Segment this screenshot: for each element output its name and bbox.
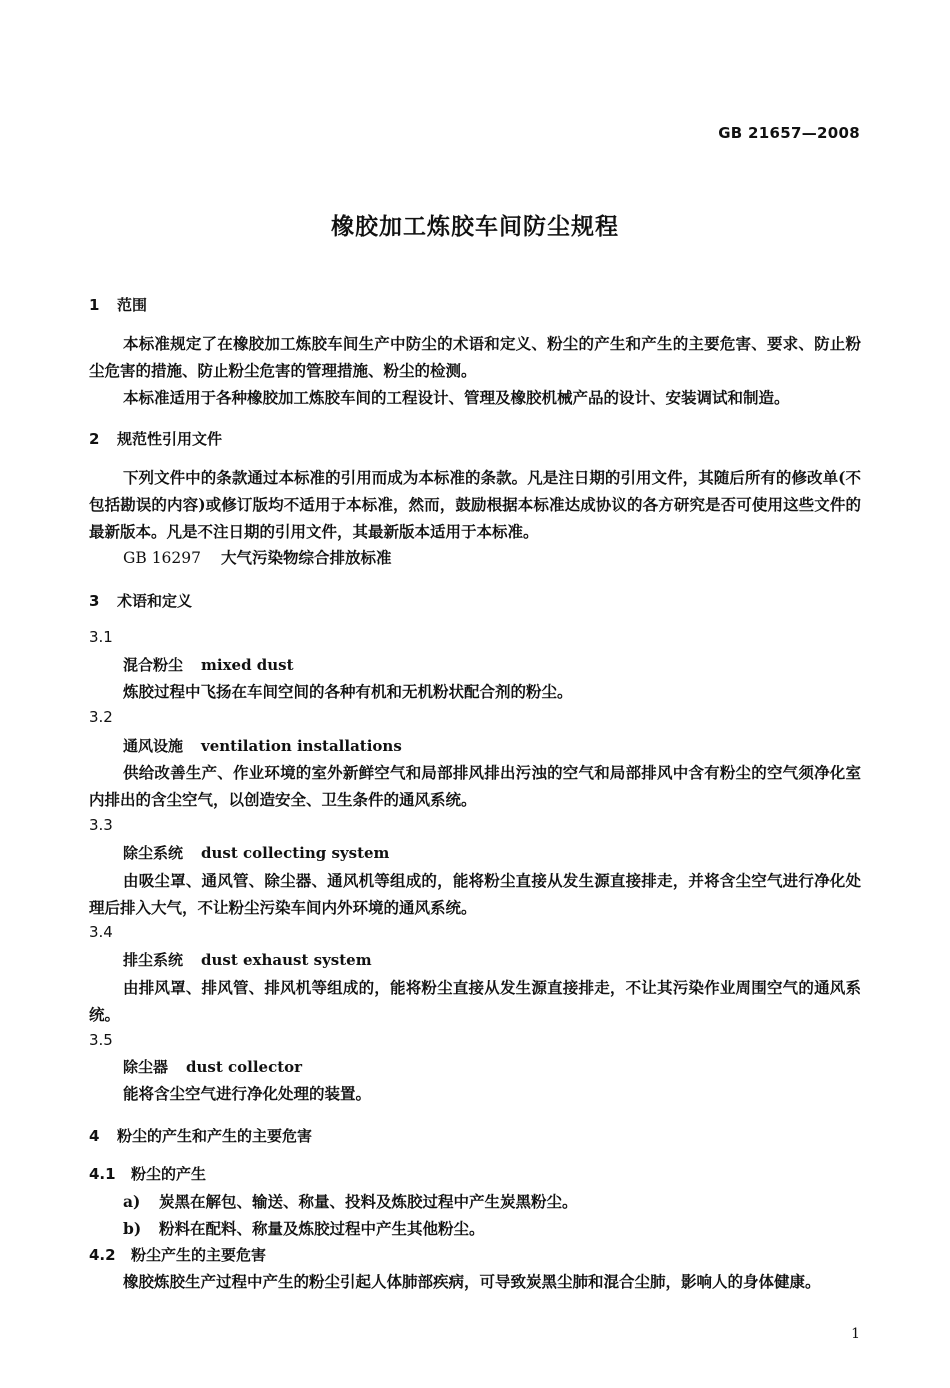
section-number: 4	[89, 1127, 100, 1145]
term-chinese: 通风设施	[123, 737, 184, 755]
term-chinese: 混合粉尘	[123, 656, 184, 674]
term-number: 3.4	[89, 923, 113, 941]
reference-code: GB 16297	[123, 549, 202, 567]
list-item	[123, 1190, 578, 1212]
list-marker: b)	[123, 1219, 142, 1238]
section-title: 规范性引用文件	[117, 430, 223, 448]
section-title: 粉尘的产生和产生的主要危害	[117, 1127, 313, 1145]
term-chinese: 排尘系统	[123, 951, 184, 969]
term-number: 3.5	[89, 1031, 113, 1049]
section-2-heading	[89, 428, 222, 449]
term-entry	[123, 949, 372, 970]
term-entry	[123, 1056, 302, 1077]
term-english: dust collecting system	[201, 844, 390, 862]
subsection-title: 粉尘的产生	[131, 1165, 207, 1183]
term-definition: 由吸尘罩、通风管、除尘器、通风机等组成的，能将粉尘直接从发生源直接排走，并将含尘空气进行净化处理后排入大气，不让粉尘污染车间内外环境的通风系统。	[89, 871, 861, 917]
term-chinese: 除尘系统	[123, 844, 184, 862]
term-english: mixed dust	[201, 656, 294, 674]
subsection-number: 4.1	[89, 1165, 116, 1183]
term-english: dust collector	[186, 1058, 303, 1076]
term-definition: 供给改善生产、作业环境的室外新鲜空气和局部排风排出污浊的空气和局部排风中含有粉尘的空气须净化室内排出的含尘空气，以创造安全、卫生条件的通风系统。	[89, 763, 861, 809]
subsection-4-2-paragraph: 橡胶炼胶生产过程中产生的粉尘引起人体肺部疾病，可导致炭黑尘肺和混合尘肺，影响人的身体健康。	[123, 1272, 821, 1291]
term-definition: 由排风罩、排风管、排风机等组成的，能将粉尘直接从发生源直接排走，不让其污染作业周围空气的通风系统。	[89, 978, 861, 1024]
term-definition: 炼胶过程中飞扬在车间空间的各种有机和无机粉状配合剂的粉尘。	[123, 682, 573, 701]
section-title: 术语和定义	[117, 592, 193, 610]
term-english: ventilation installations	[201, 737, 402, 755]
section-number: 3	[89, 592, 100, 610]
section-number: 1	[89, 296, 100, 314]
document-title: 橡胶加工炼胶车间防尘规程	[331, 214, 619, 240]
list-text: 炭黑在解包、输送、称量、投料及炼胶过程中产生炭黑粉尘。	[159, 1192, 578, 1211]
page-number: 1	[851, 1326, 860, 1342]
list-item	[123, 1217, 485, 1239]
term-english: dust exhaust system	[201, 951, 372, 969]
term-chinese: 除尘器	[123, 1058, 169, 1076]
list-marker: a)	[123, 1192, 141, 1211]
section-1-heading	[89, 294, 147, 315]
list-text: 粉料在配料、称量及炼胶过程中产生其他粉尘。	[159, 1219, 485, 1238]
term-entry	[123, 735, 402, 756]
section-1-paragraph-2: 本标准适用于各种橡胶加工炼胶车间的工程设计、管理及橡胶机械产品的设计、安装调试和制造。	[123, 388, 790, 407]
reference-title: 大气污染物综合排放标准	[221, 548, 392, 567]
section-2-paragraph-1: 下列文件中的条款通过本标准的引用而成为本标准的条款。凡是注日期的引用文件，其随后所有的修改单(不包括勘误的内容)或修订版均不适用于本标准，然而，鼓励根据本标准达成协议的各方研究是否可使用这些文件的最新版本。凡是不注日期的引用文件，其最新版本适用于本标准。	[89, 468, 861, 541]
section-number: 2	[89, 430, 100, 448]
term-number: 3.3	[89, 816, 113, 834]
normative-reference	[123, 546, 392, 568]
subsection-number: 4.2	[89, 1246, 116, 1264]
section-4-heading	[89, 1125, 312, 1146]
term-number: 3.1	[89, 628, 113, 646]
term-entry	[123, 842, 389, 863]
term-entry	[123, 654, 294, 675]
standard-code: GB 21657—2008	[718, 124, 860, 142]
subsection-4-2-heading	[89, 1244, 266, 1265]
term-definition: 能将含尘空气进行净化处理的装置。	[123, 1084, 372, 1103]
term-number: 3.2	[89, 708, 113, 726]
subsection-title: 粉尘产生的主要危害	[131, 1246, 267, 1264]
subsection-4-1-heading	[89, 1163, 206, 1184]
section-title: 范围	[117, 296, 148, 314]
section-3-heading	[89, 590, 192, 611]
section-1-paragraph-1: 本标准规定了在橡胶加工炼胶车间生产中防尘的术语和定义、粉尘的产生和产生的主要危害、要求、防止粉尘危害的措施、防止粉尘危害的管理措施、粉尘的检测。	[89, 334, 861, 380]
